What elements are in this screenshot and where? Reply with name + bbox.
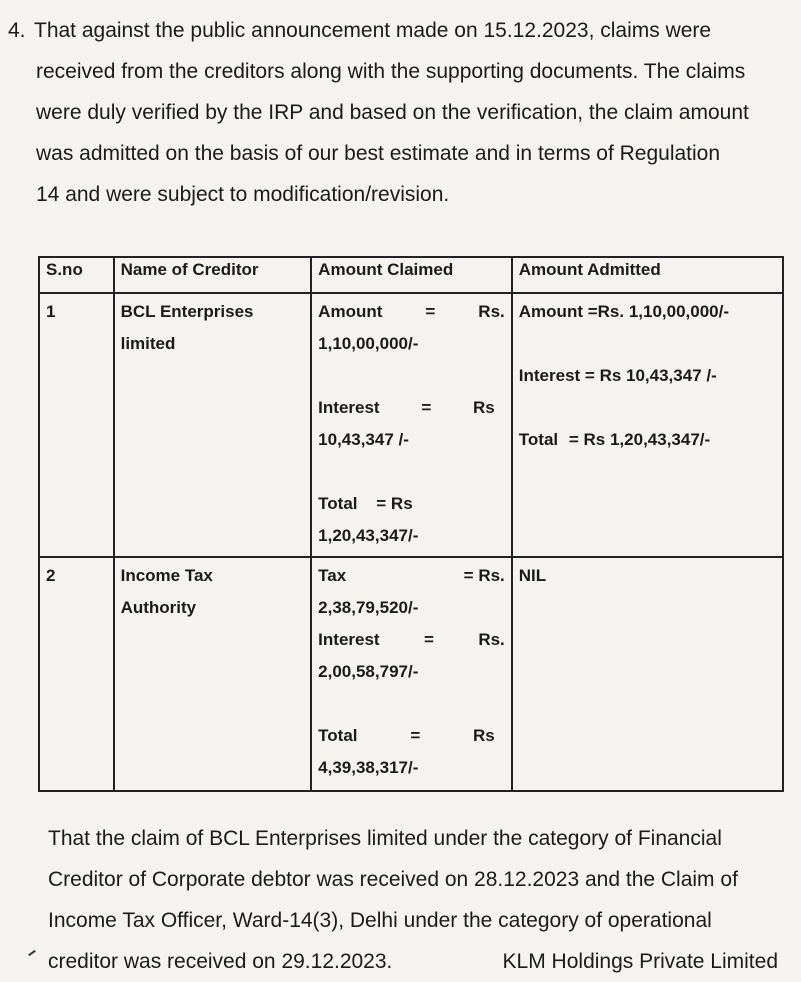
header-creditor: Name of Creditor	[114, 257, 312, 293]
claimed-tax-value: 2,38,79,520/-	[318, 598, 419, 617]
claimed-tax-line: Tax = Rs.	[318, 566, 505, 585]
table-header-row	[39, 257, 783, 293]
paragraph-line: Creditor of Corporate debtor was received on 28.12.2023 and the Claim of	[48, 868, 738, 891]
claimed-amount-line: Amount = Rs.	[318, 302, 505, 321]
admitted-amount: Amount =Rs. 1,10,00,000/-	[518, 302, 730, 321]
paragraph-line: creditor was received on 29.12.2023. KLM Holdings Private Limited	[48, 941, 788, 982]
claims-table	[38, 256, 784, 792]
claimed-total-value: 1,20,43,347/-	[318, 526, 419, 545]
paragraph-line: That the claim of BCL Enterprises limited under the category of Financial	[48, 827, 722, 850]
paragraph-claim-dates	[48, 818, 788, 982]
claimed-interest-value: 10,43,347 /-	[318, 430, 409, 449]
cell-creditor: Income Tax Authority	[114, 557, 312, 791]
paragraph-line: 14 and were subject to modification/revision.	[36, 183, 450, 206]
table-row	[39, 557, 783, 791]
cell-sno: 1	[39, 293, 114, 557]
cell-amount-admitted: NIL	[512, 557, 783, 791]
cell-amount-claimed	[311, 557, 512, 791]
company-footer: KLM Holdings Private Limited	[502, 950, 778, 973]
paragraph-line: were duly verified by the IRP and based on the verification, the claim amount	[36, 101, 749, 124]
claimed-total-line: Total = Rs	[318, 494, 413, 513]
paragraph-line: Income Tax Officer, Ward-14(3), Delhi under the category of operational	[48, 909, 712, 932]
claimed-amount-value: 1,10,00,000/-	[318, 334, 419, 353]
admitted-total: Total = Rs 1,20,43,347/-	[518, 430, 711, 449]
claimed-interest-line: Interest = Rs	[318, 398, 495, 417]
cell-amount-claimed	[311, 293, 512, 557]
table-row	[39, 293, 783, 557]
claimed-total-line: Total = Rs	[318, 726, 495, 745]
cell-creditor: BCL Enterprises limited	[114, 293, 312, 557]
cell-amount-admitted	[512, 293, 783, 557]
paragraph-line: received from the creditors along with the supporting documents. The claims	[36, 60, 746, 83]
header-sno: S.no	[39, 257, 114, 293]
header-amount-admitted: Amount Admitted	[512, 257, 783, 293]
cell-sno: 2	[39, 557, 114, 791]
paragraph-line: was admitted on the basis of our best estimate and in terms of Regulation	[36, 142, 721, 165]
paragraph-line: 4. That against the public announcement made on 15.12.2023, claims were	[8, 10, 788, 51]
paragraph-claims-received	[8, 10, 788, 215]
pen-mark	[28, 950, 36, 956]
header-amount-claimed: Amount Claimed	[311, 257, 512, 293]
claimed-interest-value: 2,00,58,797/-	[318, 662, 419, 681]
claimed-interest-line: Interest = Rs.	[318, 630, 505, 649]
paragraph-number: 4.	[8, 19, 26, 42]
claimed-total-value: 4,39,38,317/-	[318, 758, 419, 777]
admitted-interest: Interest = Rs 10,43,347 /-	[518, 366, 717, 385]
